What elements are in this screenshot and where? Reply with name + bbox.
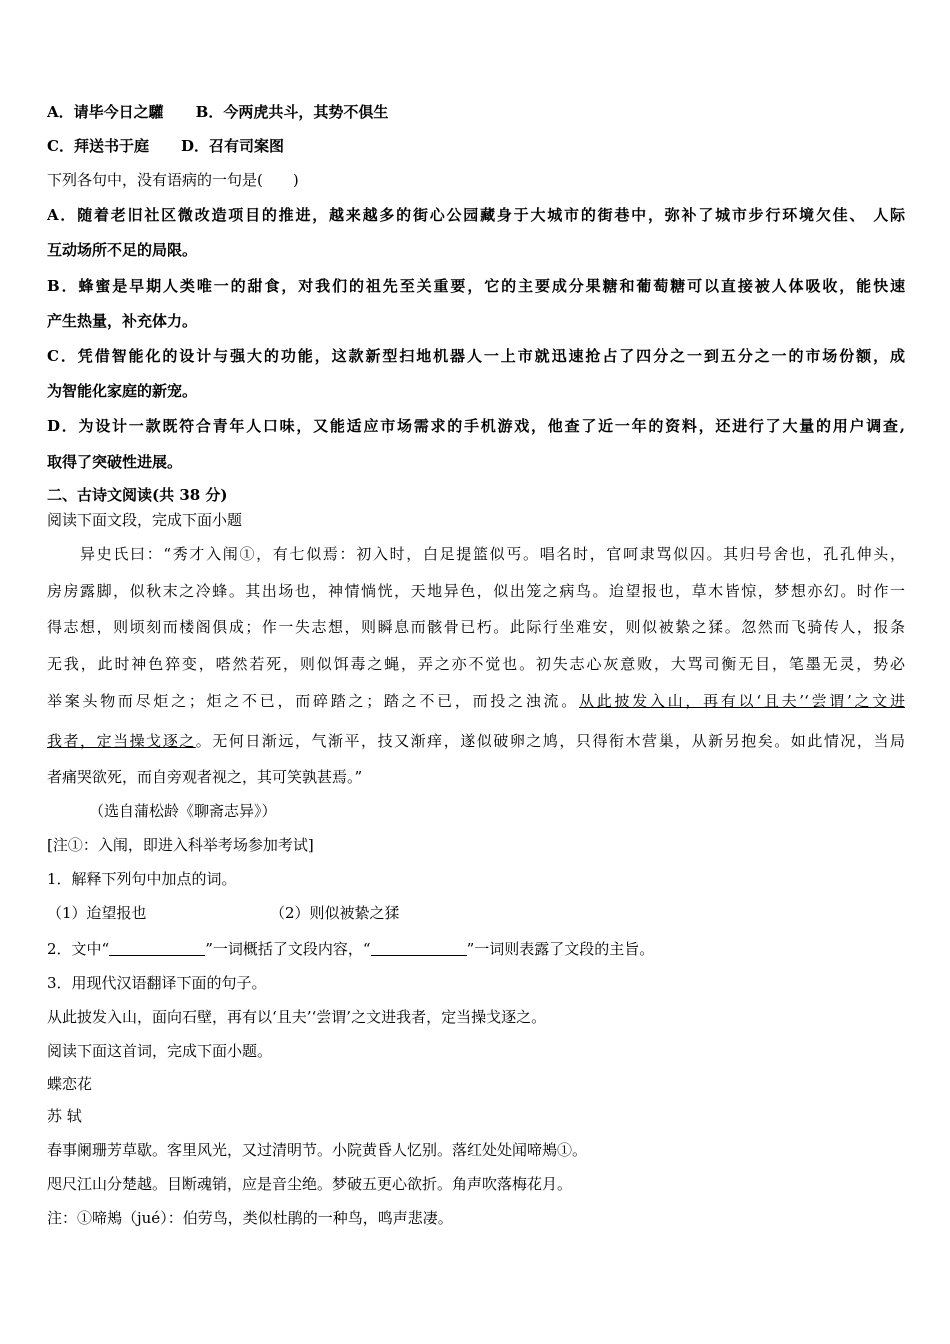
grammar-option-a-line2: 互动场所不足的局限。 <box>47 241 198 259</box>
passage-note: [注①：入闱，即进入科举考场参加考试] <box>47 836 314 854</box>
poem-intro: 阅读下面这首词，完成下面小题。 <box>47 1042 273 1060</box>
poem-title: 蝶恋花 <box>47 1075 93 1093</box>
option-c: C．拜送书于庭 <box>47 137 149 155</box>
grammar-option-d-line1: D．为设计一款既符合青年人口味，又能适应市场需求的手机游戏，他查了近一年的资料，还进行了大量的用户调查, <box>47 417 905 435</box>
option-line-ab <box>47 102 905 122</box>
option-d: D．召有司案图 <box>180 137 284 155</box>
question-1-items <box>47 903 905 923</box>
grammar-question-stem: 下列各句中，没有语病的一句是( ) <box>47 171 299 189</box>
passage-line-5 <box>47 691 905 711</box>
poem-line-2: 咫尺江山分楚越。目断魂销，应是音尘绝。梦破五更心欲折。角声吹落梅花月。 <box>47 1175 573 1193</box>
question-2 <box>47 939 905 959</box>
grammar-option-d-line2: 取得了突破性进展。 <box>47 453 183 471</box>
grammar-option-b-line1: B．蜂蜜是早期人类唯一的甜食，对我们的祖先至关重要，它的主要成分果糖和葡萄糖可以直接被人体吸收，能快速 <box>47 277 905 295</box>
poem-line-1: 春事阑珊芳草歇。客里风光，又过清明节。小院黄昏人忆别。落红处处闻啼鴂①。 <box>47 1141 588 1159</box>
passage-line-6 <box>47 731 905 751</box>
question-2-text: ”一词概括了文段内容，“ <box>205 940 371 958</box>
grammar-option-b-line2: 产生热量，补充体力。 <box>47 312 198 330</box>
option-line-cd <box>47 136 905 156</box>
question-3: 3．用现代汉语翻译下面的句子。 <box>47 974 267 992</box>
question-2-text: ”一词则表露了文段的主旨。 <box>466 940 655 958</box>
question-1-item-2: （2）则似被絷之猱 <box>270 904 400 922</box>
question-1-item-1: （1）迨望报也 <box>47 904 147 922</box>
option-a: A．请毕今日之驩 <box>47 103 164 121</box>
passage-source: （选自蒲松龄《聊斋志异》） <box>89 802 277 820</box>
passage-line-7: 者痛哭欲死，而自旁观者视之，其可笑孰甚焉。” <box>47 768 363 786</box>
answer-blank[interactable] <box>371 941 467 956</box>
question-3-sentence: 从此披发入山，面向石壁，再有以‘且夫’‘尝谓’之文进我者，定当操戈逐之。 <box>47 1008 547 1026</box>
passage-text: 。无何日渐远，气渐平，技又渐痒，遂似破卵之鸠，只得衔木营巢，从新另抱矣。如此情况，当局 <box>195 732 905 750</box>
underlined-sentence: 我者，定当操戈逐之 <box>47 732 196 750</box>
underlined-sentence: 从此披发入山，再有以‘且夫’‘尝谓’之文进 <box>579 692 905 710</box>
passage-text: 举案头物而尽炬之；炬之不已，而碎踏之；踏之不已，而投之浊流。 <box>47 692 579 710</box>
grammar-option-c-line2: 为智能化家庭的新宠。 <box>47 382 198 400</box>
question-2-text: 2．文中“ <box>47 940 110 958</box>
section-heading: 二、古诗文阅读(共 38 分) <box>47 486 228 504</box>
passage-line-1: 异史氏曰：“秀才入闱①，有七似焉：初入时，白足提篮似丐。唱名时，官呵隶骂似囚。其归号舍也，孔孔伸头， <box>80 545 905 563</box>
poem-author: 苏 轼 <box>47 1107 82 1125</box>
passage-line-4: 无我，此时神色猝变，嗒然若死，则似饵毒之蝇，弄之亦不觉也。初失志心灰意败，大骂司衡无目，笔墨无灵，势必 <box>47 655 905 673</box>
option-b: B．今两虎共斗，其势不俱生 <box>195 103 389 121</box>
poem-note: 注：①啼鴂（jué）：伯劳鸟，类似杜鹃的一种鸟，鸣声悲凄。 <box>47 1209 453 1227</box>
passage-line-2: 房房露脚，似秋末之冷蜂。其出场也，神情惝恍，天地异色，似出笼之病鸟。迨望报也，草木皆惊，梦想亦幻。时作一 <box>47 582 905 600</box>
grammar-option-a-line1: A．随着老旧社区微改造项目的推进，越来越多的街心公园藏身于大城市的街巷中，弥补了城市步行环境欠佳、 人际 <box>47 206 905 224</box>
answer-blank[interactable] <box>109 941 205 956</box>
question-1: 1．解释下列句中加点的词。 <box>47 870 237 888</box>
passage-line-3: 得志想，则顷刻而楼阁俱成；作一失志想，则瞬息而骸骨已朽。此际行坐难安，则似被絷之猱。忽然而飞骑传人，报条 <box>47 618 905 636</box>
section-intro: 阅读下面文段，完成下面小题 <box>47 511 243 529</box>
grammar-option-c-line1: C．凭借智能化的设计与强大的功能，这款新型扫地机器人一上市就迅速抢占了四分之一到五分之一的市场份额，成 <box>47 347 905 365</box>
